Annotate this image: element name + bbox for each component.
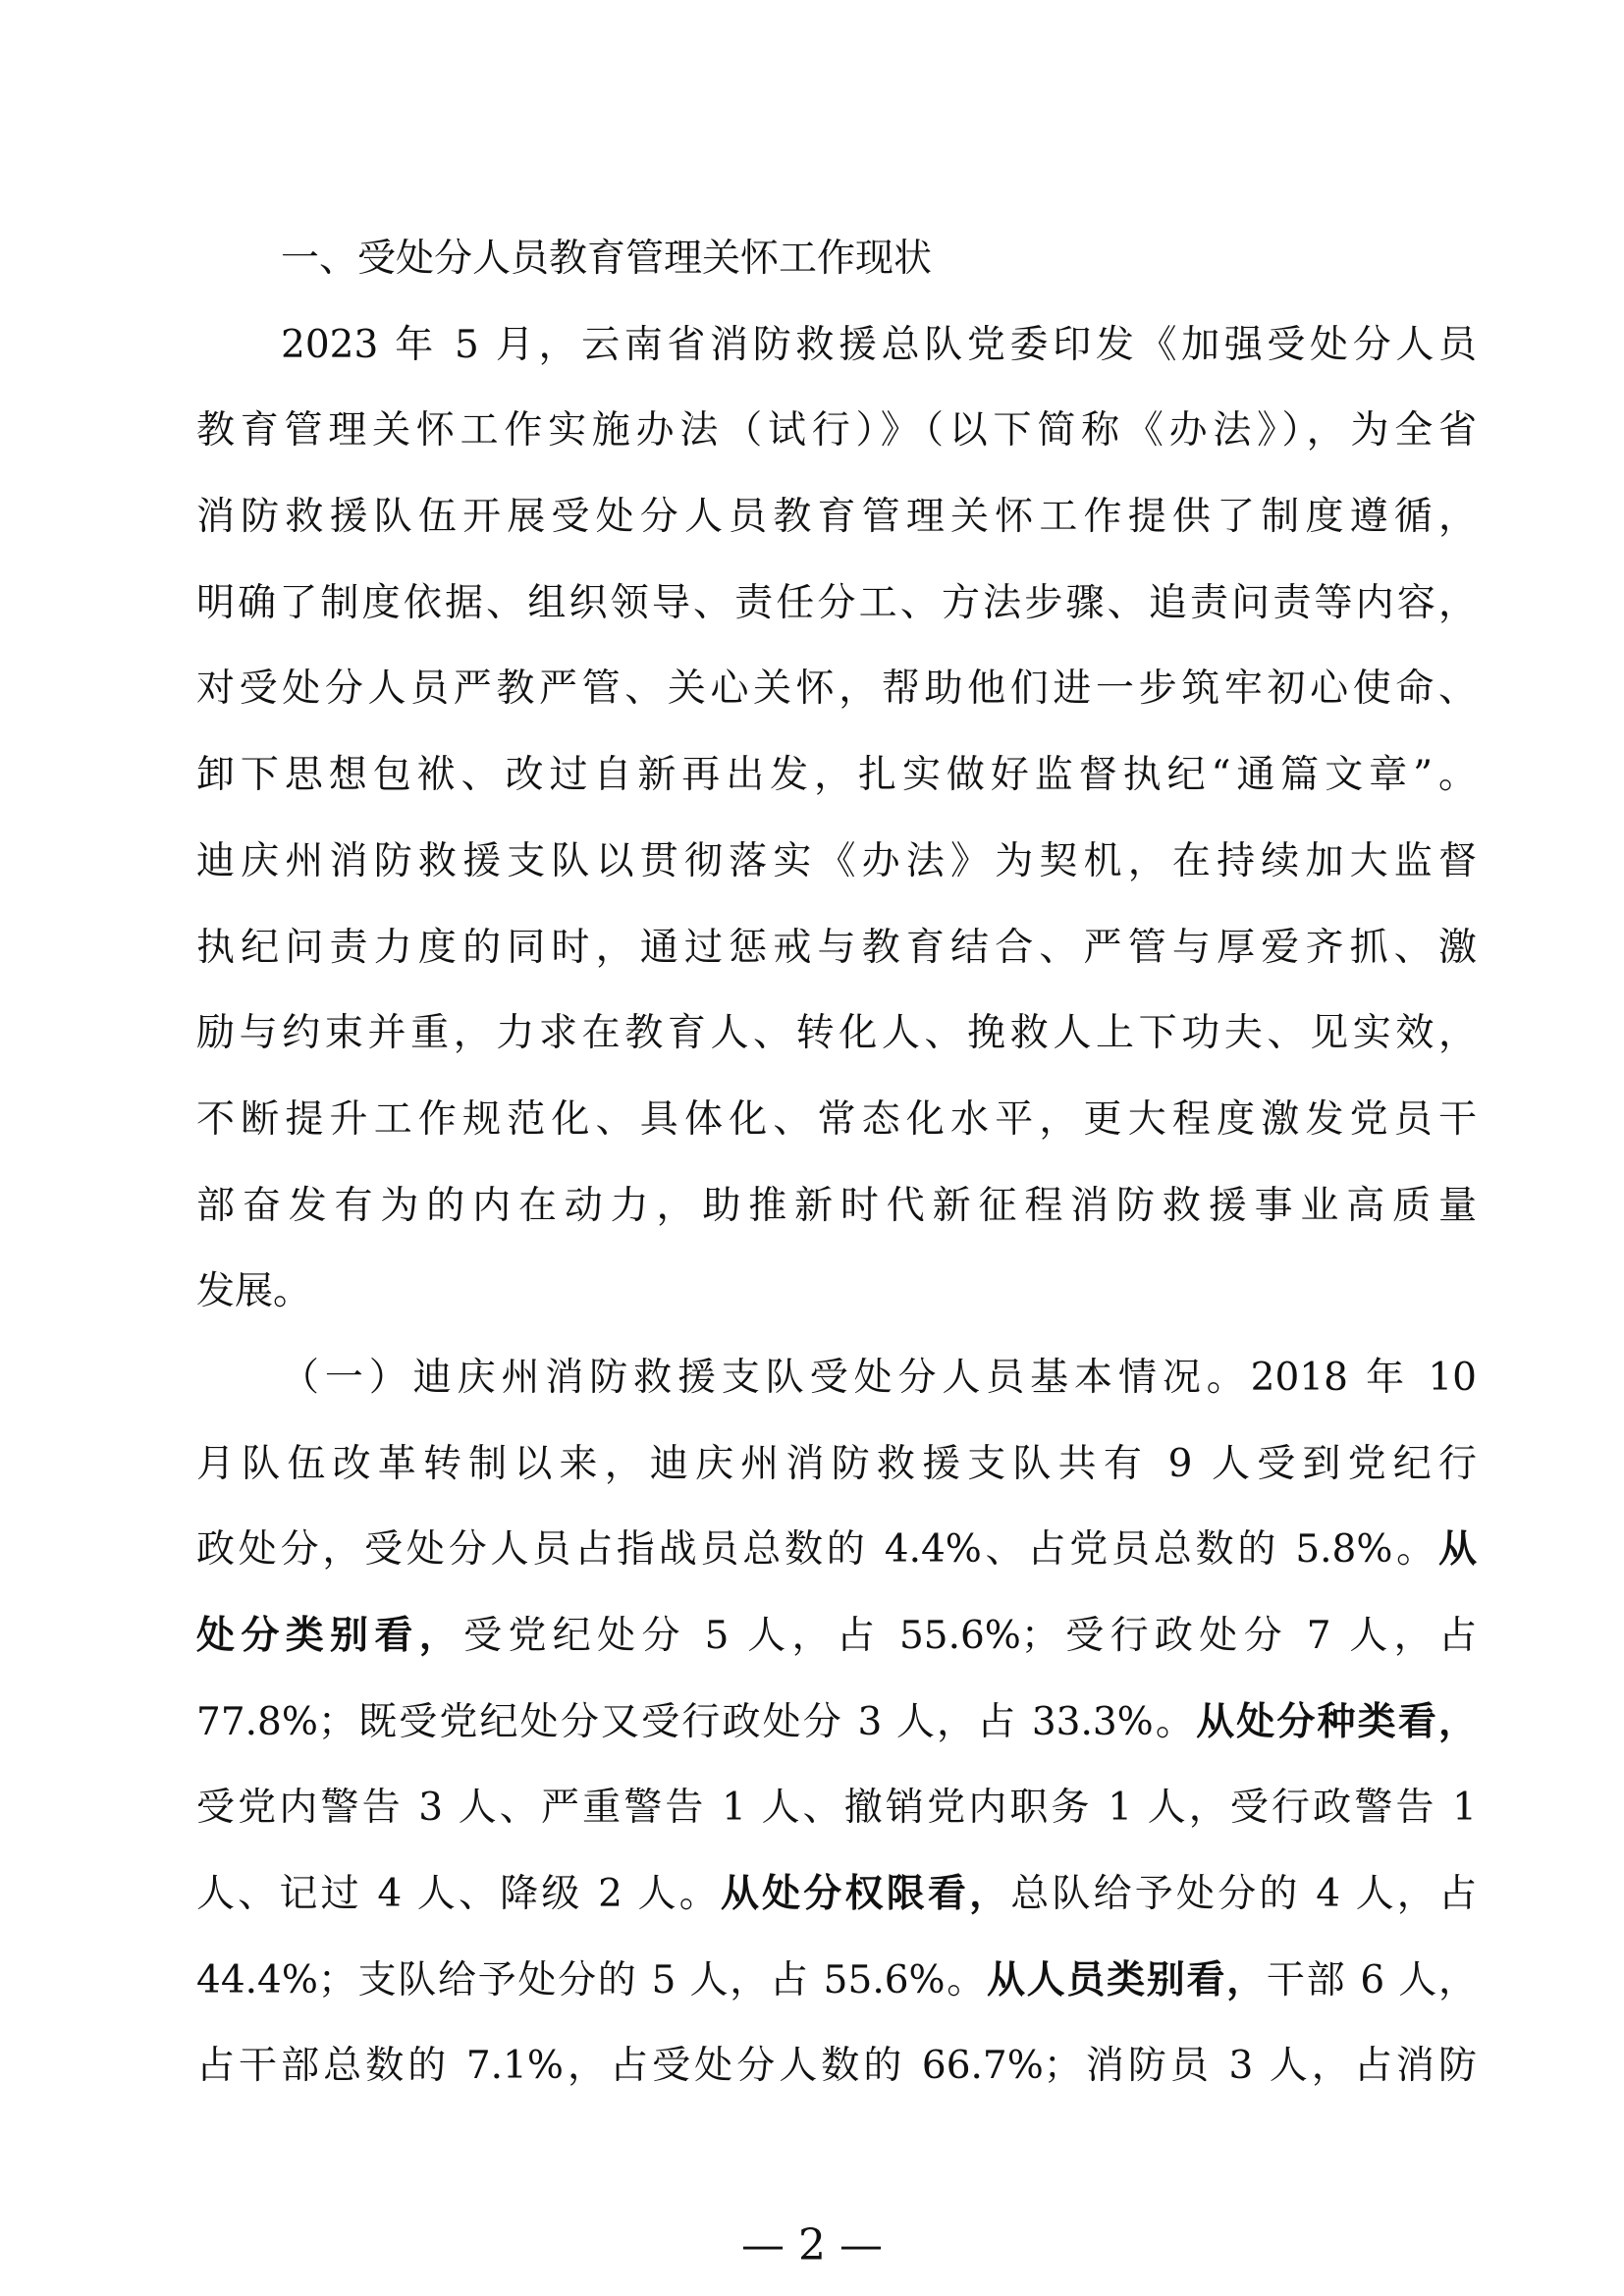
text-segment: 受党纪处分 5 人，占 55.6%；受行政处分 7 人，占 (463, 1614, 1477, 1658)
text-line (196, 1938, 1477, 2024)
bold-text: 从处分种类看， (1196, 1698, 1477, 1744)
text-line (196, 819, 1477, 905)
text-line (196, 302, 1477, 389)
text-segment: 人、记过 4 人、降级 2 人。 (196, 1872, 721, 1917)
text-segment: 干部 6 人， (1266, 1957, 1477, 2002)
text-segment: 卸下思想包袱、改过自新再出发，扎实做好监督执纪“通篇文章”。 (196, 753, 1477, 798)
text-segment: 总队给予处分的 4 人，占 (1010, 1872, 1478, 1917)
text-segment: 一、受处分人员教育管理关怀工作现状 (281, 237, 933, 281)
text-line (196, 2023, 1477, 2109)
text-segment: （一）迪庆州消防救援支队受处分人员基本情况。 (281, 1355, 1251, 1400)
text-line (196, 905, 1477, 991)
text-segment: 月队伍改革转制以来，迪庆州消防救援支队共有 9 人受到党纪行 (196, 1441, 1477, 1486)
text-segment: 受党内警告 3 人、严重警告 1 人、撤销党内职务 1 人，受行政警告 1 (196, 1786, 1477, 1831)
text-line (196, 1077, 1477, 1163)
text-line (196, 1421, 1477, 1508)
text-line (196, 1335, 1477, 1421)
page-number: — 2 — (741, 2220, 883, 2270)
text-segment: 执纪问责力度的同时，通过惩戒与教育结合、严管与厚爱齐抓、激 (196, 925, 1477, 970)
text-segment: 明确了制度依据、组织领导、责任分工、方法步骤、追责问责等内容， (196, 580, 1477, 625)
document-body (196, 216, 1477, 2109)
text-line (196, 646, 1477, 732)
text-segment: 77.8%；既受党纪处分又受行政处分 3 人，占 33.3%。 (196, 1699, 1197, 1744)
text-line (196, 732, 1477, 819)
text-segment: 2023 年 5 月，云南省消防救援总队党委印发《加强受处分人员 (281, 322, 1477, 367)
bold-text: 从人员类别看， (986, 1956, 1267, 2002)
text-segment: 对受处分人员严教严管、关心关怀，帮助他们进一步筑牢初心使命、 (196, 667, 1477, 712)
text-line (196, 1680, 1477, 1766)
text-line (196, 1507, 1477, 1593)
section-heading (196, 216, 1477, 302)
bold-text: 处分类别看， (196, 1613, 464, 1658)
text-segment: 政处分，受处分人员占指战员总数的 4.4%、占党员总数的 5.8%。 (196, 1527, 1438, 1573)
text-line (196, 990, 1477, 1077)
text-segment: 部奋发有为的内在动力，助推新时代新征程消防救援事业高质量 (196, 1183, 1477, 1228)
text-segment: 消防救援队伍开展受处分人员教育管理关怀工作提供了制度遵循， (196, 495, 1477, 540)
text-segment: 教育管理关怀工作实施办法（试行）》（以下简称《办法》），为全省 (196, 408, 1477, 454)
text-line (196, 561, 1477, 647)
text-segment: 发展。 (196, 1269, 312, 1314)
text-line (196, 1765, 1477, 1851)
text-line (196, 388, 1477, 474)
bold-text: 从 (1437, 1526, 1477, 1573)
bold-text: 从处分权限看， (720, 1871, 1011, 1917)
text-segment: 2018 年 10 (1250, 1355, 1477, 1400)
text-segment: 励与约束并重，力求在教育人、转化人、挽救人上下功夫、见实效， (196, 1011, 1477, 1056)
text-line (196, 1163, 1477, 1250)
text-segment: 44.4%；支队给予处分的 5 人，占 55.6%。 (196, 1957, 987, 2002)
text-line (196, 1593, 1477, 1680)
text-line (196, 1249, 1477, 1335)
text-segment: 不断提升工作规范化、具体化、常态化水平，更大程度激发党员干 (196, 1096, 1477, 1142)
text-segment: 占干部总数的 7.1%，占受处分人数的 66.7%；消防员 3 人，占消防 (196, 2044, 1477, 2089)
text-line (196, 474, 1477, 561)
text-segment: 迪庆州消防救援支队以贯彻落实《办法》为契机，在持续加大监督 (196, 838, 1477, 883)
text-line (196, 1851, 1477, 1938)
